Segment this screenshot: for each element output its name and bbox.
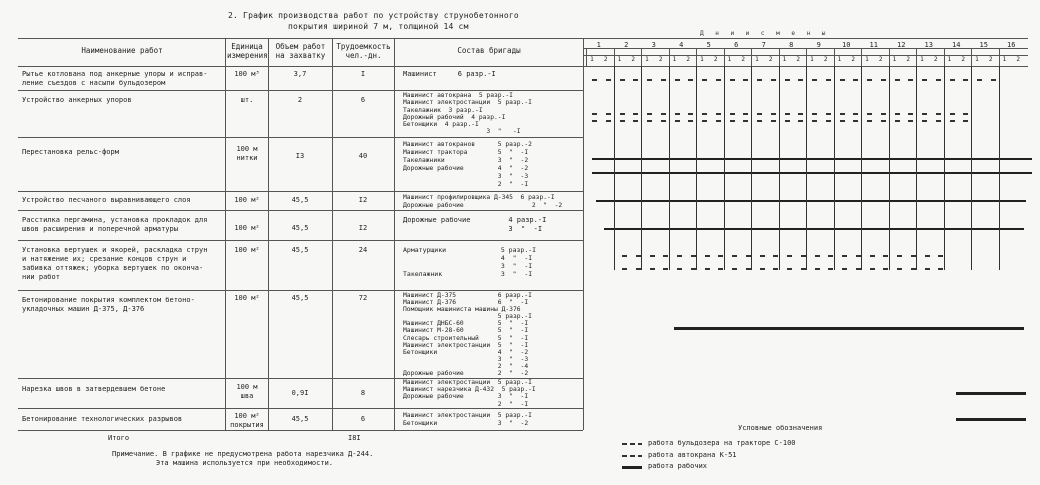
shift-label: 2	[631, 56, 635, 63]
gantt-bar	[746, 268, 754, 270]
row-8-unit: 100 м шва	[236, 383, 258, 400]
day-number: 15	[979, 41, 988, 49]
gantt-bar	[922, 79, 930, 81]
gantt-bar	[718, 255, 726, 257]
header-unit: Единица измерения	[227, 42, 268, 60]
day-divider	[834, 48, 835, 66]
gantt-bar	[730, 120, 738, 122]
shift-label: 1	[590, 56, 594, 63]
day-divider	[971, 48, 972, 66]
gantt-bar	[956, 392, 1026, 395]
day-divider	[724, 48, 725, 66]
row-3-volume: I3	[295, 152, 305, 160]
gantt-bar	[705, 255, 713, 257]
gantt-bar	[718, 268, 726, 270]
gantt-bar	[760, 268, 768, 270]
row-1-name: Рытье котлована под анкерные упоры и исправ- ление съездов с насыпи бульдозером	[22, 70, 208, 87]
gantt-bar	[842, 255, 850, 257]
day-divider	[586, 48, 587, 66]
day-divider	[944, 48, 945, 66]
shift-label: 1	[920, 56, 924, 63]
gantt-gridline	[944, 66, 945, 270]
document-title: 2. График производства работ по устройству струнобетонного покрытия шириной 7 м, толщиной 14 см	[228, 11, 519, 31]
shift-label: 2	[603, 56, 608, 63]
row-9-volume: 45,5	[291, 415, 309, 423]
gantt-bar	[732, 268, 740, 270]
gantt-gridline	[834, 66, 835, 270]
day-number: 12	[897, 41, 906, 49]
gantt-bar	[702, 113, 710, 115]
gantt-bar	[620, 113, 628, 115]
shift-label: 1	[617, 56, 622, 63]
shift-label: 1	[700, 56, 704, 63]
row-2-crew: Машинист автокрана 5 разр.-I Машинист электростанции 5 разр.-I Такелажник 3 разр.-I Дорожный рабочий 4 разр.-I Бетонщики 4 разр.-I 3 " -I	[403, 92, 532, 136]
row-1-labor: I	[360, 70, 366, 78]
gantt-bar	[592, 158, 1032, 160]
gantt-bar	[883, 268, 891, 270]
total-label: Итого	[108, 434, 130, 442]
gantt-bar	[622, 268, 630, 270]
day-divider	[999, 48, 1000, 66]
gantt-bar	[856, 268, 864, 270]
day-divider	[889, 48, 890, 66]
row-5-name: Расстилка пергамина, установка прокладок для швов расширения и поперечной арматуры	[22, 216, 208, 233]
row-9-labor: 6	[360, 415, 366, 423]
days-shifts-header: Д н и и с м е н ы	[700, 30, 830, 37]
row-5-unit: 100 м²	[234, 224, 260, 232]
gantt-bar	[812, 79, 820, 81]
gantt-bar	[675, 120, 683, 122]
row-1-crew: Машинист 6 разр.-I	[403, 70, 496, 78]
gantt-bar	[757, 113, 765, 115]
gantt-bar	[828, 268, 836, 270]
gantt-bar	[647, 120, 655, 122]
gantt-bar	[856, 255, 864, 257]
note-line-2: Эта машина используется при необходимости.	[156, 459, 334, 467]
gantt-bar	[787, 268, 795, 270]
shift-label: 2	[768, 56, 773, 63]
gantt-bar	[815, 255, 823, 257]
gantt-bar	[897, 268, 905, 270]
gantt-bar	[647, 79, 655, 81]
gantt-bar	[596, 200, 1026, 202]
day-number: 9	[816, 41, 821, 49]
row-5-labor: I2	[358, 224, 368, 232]
gantt-bar	[604, 228, 1024, 230]
shift-label: 2	[796, 56, 800, 63]
gantt-bar	[801, 268, 809, 270]
gantt-bar	[938, 255, 946, 257]
day-number: 3	[651, 41, 656, 49]
gantt-bar	[663, 255, 671, 257]
row-sep-8	[18, 408, 583, 409]
gantt-bar	[828, 255, 836, 257]
gantt-gridline	[751, 66, 752, 270]
row-2-name: Устройство анкерных упоров	[22, 96, 132, 104]
col-divider-4	[394, 38, 395, 430]
header-labor: Трудоемкость чел.-дн.	[336, 42, 391, 60]
gantt-bar	[840, 120, 848, 122]
gantt-bar	[911, 268, 919, 270]
gantt-bar	[950, 113, 958, 115]
row-3-labor: 40	[358, 152, 368, 160]
shift-label: 1	[755, 56, 759, 63]
shift-label: 1	[975, 56, 979, 63]
gantt-gridline	[999, 66, 1000, 270]
gantt-bar	[922, 120, 930, 122]
gantt-bar	[911, 255, 919, 257]
day-divider	[641, 48, 642, 66]
row-sep-6	[18, 290, 583, 291]
legend-mark-workers	[622, 466, 642, 469]
note-line-1: Примечание. В графике не предусмотрена работа нарезчика Д-244.	[112, 450, 374, 458]
gantt-bar	[705, 268, 713, 270]
gantt-bar	[812, 113, 820, 115]
row-8-name: Нарезка швов в затвердевшем бетоне	[22, 385, 166, 393]
gantt-bar	[702, 120, 710, 122]
row-3-crew: Машинист автокранов 5 разр.-2 Машинист трактора 5 " -I Такелажники 3 " -2 Дорожные рабочие 4 " -2 3 " -3 2 " -I	[403, 141, 532, 188]
shift-label: 2	[1016, 56, 1020, 63]
gantt-bar	[760, 255, 768, 257]
row-9-name: Бетонирование технологических разрывов	[22, 415, 183, 423]
legend-mark-crane	[622, 455, 642, 457]
row-8-crew: Машинист электростанции 5 разр.-I Машинист нарезчика Д-432 5 разр.-I Дорожные рабочие 3 " -I 2 " -I	[403, 379, 536, 408]
gantt-gridline	[641, 66, 642, 270]
day-number: 13	[924, 41, 933, 49]
col-divider-5	[583, 38, 584, 430]
row-4-unit: 100 м²	[234, 196, 260, 204]
row-5-volume: 45,5	[291, 224, 309, 232]
gantt-bar	[592, 120, 600, 122]
row-7-volume: 45,5	[291, 294, 309, 302]
header-name: Наименование работ	[81, 46, 163, 55]
gantt-bar	[925, 255, 933, 257]
gantt-bar	[620, 79, 628, 81]
shift-label: 1	[645, 56, 649, 63]
shift-label: 1	[947, 56, 952, 63]
day-number: 11	[869, 41, 878, 49]
gantt-bar	[592, 113, 600, 115]
gantt-bar	[663, 268, 671, 270]
gantt-bar	[815, 268, 823, 270]
row-sep-2	[18, 137, 583, 138]
row-6-unit: 100 м²	[234, 246, 260, 254]
table-bottom-border	[18, 430, 583, 431]
row-2-unit: шт.	[240, 96, 254, 104]
row-4-crew: Машинист профилировщика Д-345 6 разр.-I Дорожные рабочие 2 " -2	[403, 194, 563, 209]
gantt-gridline	[669, 66, 670, 270]
row-7-labor: 72	[358, 294, 368, 302]
day-number: 4	[679, 41, 684, 49]
gantt-bar	[677, 255, 685, 257]
row-3-unit: 100 м нитки	[236, 145, 258, 162]
legend-title: Условные обозначения	[738, 424, 823, 432]
gantt-bar	[897, 255, 905, 257]
gantt-gridline	[916, 66, 917, 270]
day-number: 8	[789, 41, 794, 49]
gantt-bar	[773, 255, 781, 257]
row-9-unit: 100 м² покрытия	[230, 412, 264, 429]
day-number: 1	[596, 41, 601, 49]
shift-label: 2	[741, 56, 745, 63]
gantt-bar	[675, 113, 683, 115]
day-number: 7	[761, 41, 766, 49]
row-4-name: Устройство песчаного выравнивающего слоя	[22, 196, 191, 204]
row-2-labor: 6	[360, 96, 366, 104]
gantt-bar	[938, 268, 946, 270]
legend-crane: работа автокрана К-51	[648, 451, 737, 459]
gantt-gridline	[971, 66, 972, 270]
gantt-bar	[867, 79, 875, 81]
day-divider	[751, 48, 752, 66]
gantt-bar	[842, 268, 850, 270]
shift-label: 2	[658, 56, 663, 63]
shift-label: 1	[810, 56, 814, 63]
row-8-volume: 0,9I	[291, 389, 309, 397]
gantt-bar	[650, 255, 658, 257]
shift-label: 2	[961, 56, 965, 63]
gantt-bar	[636, 268, 644, 270]
legend-mark-bulldozer	[622, 443, 642, 445]
gantt-bar	[840, 79, 848, 81]
gantt-bar	[675, 79, 683, 81]
gantt-bar	[785, 113, 793, 115]
gantt-bar	[757, 120, 765, 122]
gantt-bar	[677, 268, 685, 270]
gantt-bar	[950, 79, 958, 81]
gantt-bar	[950, 120, 958, 122]
header-crew: Состав бригады	[457, 46, 521, 55]
legend-bulldozer: работа бульдозера на тракторе С-100	[648, 439, 796, 447]
gantt-bar	[773, 268, 781, 270]
gantt-bar	[647, 113, 655, 115]
row-5-crew: Дорожные рабочие 4 разр.-I 3 " -I	[403, 216, 547, 233]
gantt-bar	[732, 255, 740, 257]
gantt-bar	[956, 418, 1026, 421]
shift-label: 2	[988, 56, 993, 63]
total-value: I8I	[348, 434, 361, 442]
shift-label: 2	[686, 56, 690, 63]
day-divider	[614, 48, 615, 66]
shift-label: 2	[823, 56, 828, 63]
row-6-name: Установка вертушек и якорей, раскладка струн и натяжение их; срезание концов струн и забивка оттяжек; уборка вертушек по оконча- нии работ	[22, 246, 208, 281]
gantt-gridline	[724, 66, 725, 270]
gantt-bar	[870, 268, 878, 270]
gantt-bar	[691, 268, 699, 270]
gantt-bar	[746, 255, 754, 257]
day-divider	[861, 48, 862, 66]
gantt-bar	[867, 120, 875, 122]
gantt-bar	[925, 268, 933, 270]
shift-label: 2	[851, 56, 855, 63]
gantt-gridline	[696, 66, 697, 270]
gantt-bar	[757, 79, 765, 81]
row-1-volume: 3,7	[293, 70, 307, 78]
gantt-gridline	[889, 66, 890, 270]
day-number: 16	[1007, 41, 1016, 49]
row-6-labor: 24	[358, 246, 368, 254]
shift-label: 1	[892, 56, 897, 63]
gantt-bar	[922, 113, 930, 115]
gantt-gridline	[614, 66, 615, 270]
day-number: 6	[734, 41, 739, 49]
gantt-bar	[801, 255, 809, 257]
row-sep-4	[18, 210, 583, 211]
gantt-bar	[730, 113, 738, 115]
header-volume: Объем работ на захватку	[275, 42, 326, 60]
shift-label: 1	[782, 56, 787, 63]
day-number: 2	[624, 41, 629, 49]
row-sep-3	[18, 191, 583, 192]
row-9-crew: Машинист электростанции 5 разр.-I Бетонщики 3 " -2	[403, 412, 532, 427]
gantt-bar	[785, 120, 793, 122]
gantt-bar	[883, 255, 891, 257]
row-8-labor: 8	[360, 389, 366, 397]
gantt-bar	[650, 268, 658, 270]
legend-workers: работа рабочих	[648, 462, 708, 470]
row-7-unit: 100 м²	[234, 294, 260, 302]
gantt-bar	[620, 120, 628, 122]
day-number: 10	[842, 41, 851, 49]
shift-label: 2	[933, 56, 938, 63]
day-divider	[806, 48, 807, 66]
shift-label: 1	[837, 56, 842, 63]
gantt-gridline	[779, 66, 780, 270]
row-4-labor: I2	[358, 196, 368, 204]
row-sep-1	[18, 90, 583, 91]
day-divider	[779, 48, 780, 66]
shift-label: 1	[727, 56, 732, 63]
gantt-bar	[895, 120, 903, 122]
day-divider	[916, 48, 917, 66]
gantt-bar	[895, 113, 903, 115]
gantt-bar	[674, 327, 1024, 330]
gantt-bar	[870, 255, 878, 257]
row-3-name: Перестановка рельс-форм	[22, 148, 119, 156]
gantt-bar	[702, 79, 710, 81]
gantt-bar	[867, 113, 875, 115]
gantt-gridline	[861, 66, 862, 270]
shift-label: 2	[878, 56, 883, 63]
gantt-bar	[691, 255, 699, 257]
row-4-volume: 45,5	[291, 196, 309, 204]
row-7-name: Бетонирование покрытия комплектом бетоно- укладочных машин Д-375, Д-376	[22, 296, 195, 313]
day-divider	[696, 48, 697, 66]
row-6-volume: 45,5	[291, 246, 309, 254]
gantt-bar	[977, 79, 985, 81]
gantt-bar	[840, 113, 848, 115]
gantt-gridline	[806, 66, 807, 270]
gantt-bar	[785, 79, 793, 81]
row-7-crew: Машинист Д-375 6 разр.-I Машинист Д-376 6 " -I Помощник машиниста машины Д-376 5 разр.-I Машинист ДНБС-60 5 " -I Машинист М-28-60 5 " -I Слесарь строительный 5 " -I Машинист электростанции 5 " -I Бетонщики 4 " -2 3 " -3 2 " -4 Дорожные рабочие 2 " -2	[403, 292, 532, 378]
gantt-bar	[787, 255, 795, 257]
row-2-volume: 2	[297, 96, 303, 104]
gantt-bar	[730, 79, 738, 81]
day-divider	[669, 48, 670, 66]
gantt-bar	[592, 172, 1032, 174]
shift-label: 2	[906, 56, 910, 63]
row-1-unit: 100 м³	[234, 70, 260, 78]
shift-label: 1	[1002, 56, 1007, 63]
day-number: 5	[706, 41, 711, 49]
gantt-bar	[812, 120, 820, 122]
shift-label: 1	[865, 56, 869, 63]
day-number: 14	[952, 41, 961, 49]
gantt-bar	[895, 79, 903, 81]
header-bottom-border	[18, 66, 583, 67]
gantt-bar	[622, 255, 630, 257]
row-6-crew: Арматурщики 5 разр.-I 4 " -I 3 " -I Такелажник 3 " -I	[403, 246, 537, 278]
row-sep-5	[18, 240, 583, 241]
gantt-bar	[636, 255, 644, 257]
gantt-bar	[592, 79, 600, 81]
shift-label: 1	[672, 56, 677, 63]
shift-label: 2	[713, 56, 718, 63]
table-top-border	[18, 38, 1028, 39]
